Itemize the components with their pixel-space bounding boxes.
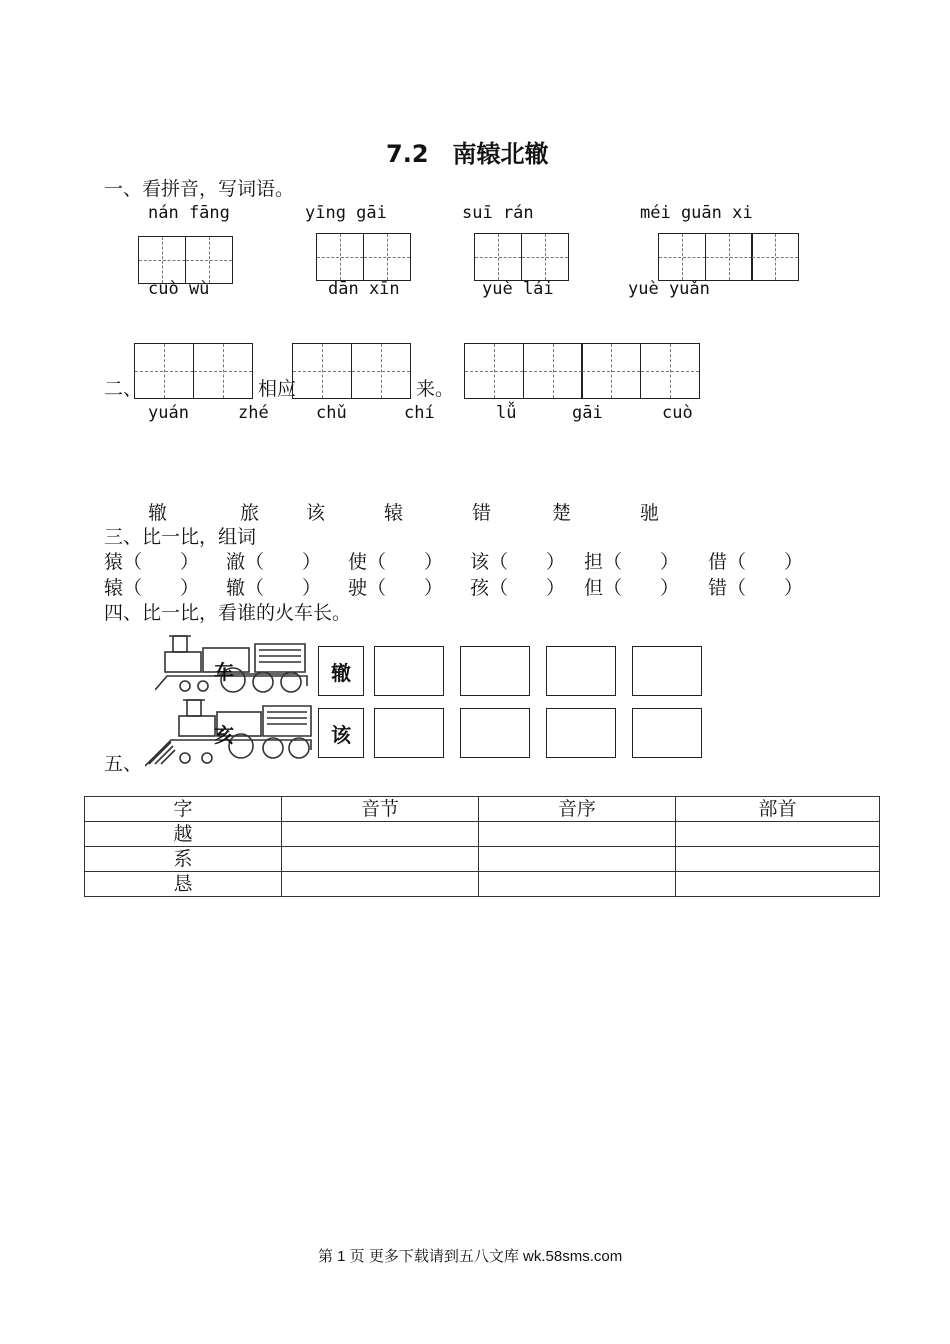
writing-grid-1[interactable] (138, 236, 231, 284)
table-cell-blank[interactable] (282, 822, 479, 847)
train-1-box[interactable] (546, 646, 616, 696)
char-2-6: 楚 (552, 502, 572, 524)
compare-2-6: 错（ ） (708, 577, 804, 599)
train-2-box[interactable] (632, 708, 702, 758)
pinyin-1-1: nán fāng (148, 203, 230, 223)
char-2-1: 辙 (148, 502, 168, 524)
table-cell-blank[interactable] (479, 822, 676, 847)
train-2-first-box: 该 (318, 708, 364, 758)
page-footer: 第 1 页 更多下载请到五八文库 wk.58sms.com (318, 1248, 623, 1265)
pinyin-1b-2: dān xīn (328, 279, 400, 299)
writing-grid-5[interactable] (134, 343, 251, 399)
table-cell-char: 越 (85, 822, 282, 847)
table-header: 字 (85, 797, 282, 822)
table-cell-blank[interactable] (676, 847, 880, 872)
train-1-box[interactable] (460, 646, 530, 696)
table-header-row (85, 797, 880, 822)
compare-2-4: 孩（ ） (470, 577, 566, 599)
compare-2-1: 辕（ ） (104, 577, 200, 599)
table-cell-blank[interactable] (676, 872, 880, 897)
writing-grid-7[interactable] (464, 343, 698, 399)
section-2-heading-end: 来。 (416, 378, 455, 400)
table-row (85, 872, 880, 897)
writing-grid-2[interactable] (316, 233, 409, 281)
table-cell-blank[interactable] (479, 847, 676, 872)
char-2-3: 该 (306, 502, 326, 524)
pinyin-1b-3: yuè lái (482, 279, 554, 299)
train-2-engine-char: 亥 (214, 723, 234, 747)
table-cell-char: 系 (85, 847, 282, 872)
table-cell-blank[interactable] (282, 872, 479, 897)
compare-2-3: 驶（ ） (348, 577, 444, 599)
pinyin-2-5: lǚ (496, 403, 517, 423)
compare-1-3: 使（ ） (348, 551, 444, 573)
pinyin-2-2: zhé (238, 403, 269, 423)
table-cell-char: 恳 (85, 872, 282, 897)
train-2-box[interactable] (546, 708, 616, 758)
table-header: 音节 (282, 797, 479, 822)
page-title: 7.2 南辕北辙 (386, 140, 549, 168)
pinyin-1b-4: yuè yuǎn (628, 279, 710, 299)
section-3-heading: 三、比一比，组词 (104, 526, 257, 548)
section-1-heading: 一、看拼音，写词语。 (104, 178, 295, 200)
char-analysis-table (84, 796, 880, 897)
compare-1-5: 担（ ） (584, 551, 680, 573)
section-2-heading-mid: 相应 (258, 378, 297, 400)
train-1-engine-char: 车 (214, 660, 234, 684)
section-5-heading: 五、 (104, 753, 143, 775)
table-header: 部首 (676, 797, 880, 822)
train-2-box[interactable] (374, 708, 444, 758)
section-2-heading-pre: 二、 (104, 378, 143, 400)
pinyin-2-1: yuán (148, 403, 189, 423)
train-1-first-box: 辙 (318, 646, 364, 696)
writing-grid-3[interactable] (474, 233, 567, 281)
char-2-7: 驰 (640, 502, 660, 524)
writing-grid-4[interactable] (658, 233, 798, 281)
char-2-4: 辕 (384, 502, 404, 524)
compare-1-6: 借（ ） (708, 551, 804, 573)
table-cell-blank[interactable] (479, 872, 676, 897)
table-row (85, 847, 880, 872)
pinyin-2-4: chí (404, 403, 435, 423)
table-cell-blank[interactable] (676, 822, 880, 847)
train-2-box[interactable] (460, 708, 530, 758)
compare-2-2: 辙（ ） (226, 577, 322, 599)
table-header: 音序 (479, 797, 676, 822)
pinyin-1-4: méi guān xi (640, 203, 753, 223)
pinyin-1b-1: cuò wù (148, 279, 210, 299)
pinyin-2-6: gāi (572, 403, 603, 423)
train-1-box[interactable] (374, 646, 444, 696)
train-1-box[interactable] (632, 646, 702, 696)
pinyin-2-3: chǔ (316, 403, 347, 423)
pinyin-2-7: cuò (662, 403, 693, 423)
compare-1-2: 澈（ ） (226, 551, 322, 573)
table-row (85, 822, 880, 847)
compare-1-1: 猿（ ） (104, 551, 200, 573)
table-cell-blank[interactable] (282, 847, 479, 872)
pinyin-1-3: suī rán (462, 203, 534, 223)
pinyin-1-2: yīng gāi (305, 203, 387, 223)
section-4-heading: 四、比一比，看谁的火车长。 (104, 602, 352, 624)
compare-2-5: 但（ ） (584, 577, 680, 599)
char-2-2: 旅 (240, 502, 260, 524)
train-engine-icon (155, 634, 315, 696)
writing-grid-6[interactable] (292, 343, 409, 399)
char-2-5: 错 (472, 502, 492, 524)
compare-1-4: 该（ ） (470, 551, 566, 573)
